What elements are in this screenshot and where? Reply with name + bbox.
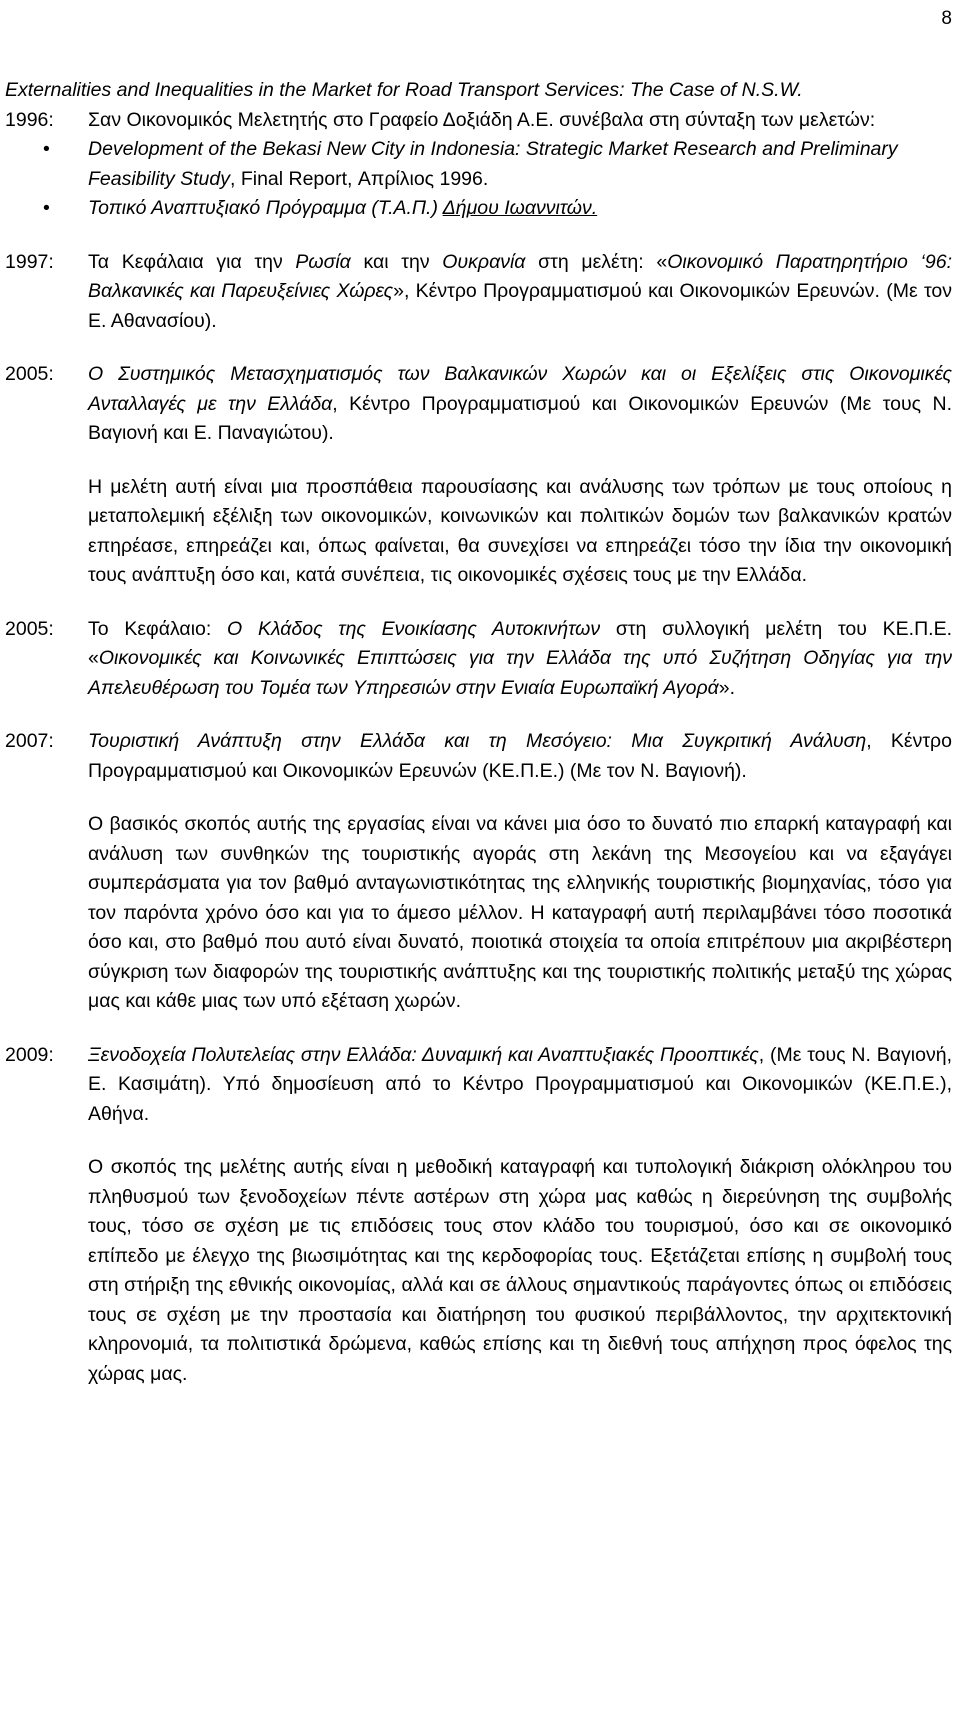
entry-content	[88, 360, 952, 449]
entry-2005-b	[5, 615, 952, 704]
entry-year: 2005:	[5, 617, 54, 640]
entry-2007	[5, 727, 952, 786]
entry-year: 2005:	[5, 363, 54, 385]
italic-run: Τουριστική Ανάπτυξη στην Ελλάδα και τη Μεσόγειο: Μια Συγκριτική Ανάλυση	[88, 730, 867, 752]
text-run: , Κέντρο Προγραμματισμού και Οικονομικών Ερευνών (Με τους Ν. Βαγιονή και Ε. Παναγιώτου).	[88, 392, 952, 444]
entry-line: Σαν Οικονομικός Μελετητής στο Γραφείο Δοξιάδη Α.Ε. συνέβαλα στη σύνταξη των μελετών:	[88, 108, 876, 131]
text-run: και την	[350, 250, 443, 273]
study-list	[88, 135, 952, 224]
entry-year: 2009:	[5, 1043, 54, 1066]
entry-content	[88, 1041, 952, 1130]
text-run: ».	[718, 676, 736, 699]
entry-content	[88, 727, 952, 786]
italic-run: Οικονομικό Παρατηρητήριο ‘96: Βαλκανικές και Παρευξείνιες Χώρες	[88, 250, 952, 302]
study-title-underlined	[443, 197, 598, 219]
text-run: Τα Κεφάλαια για την	[88, 250, 296, 273]
entry-content	[88, 248, 952, 337]
entry-1996	[5, 106, 952, 224]
entry-2009	[5, 1041, 952, 1130]
italic-run: Ξενοδοχεία Πολυτελείας στην Ελλάδα: Δυναμική και Αναπτυξιακές Προοπτικές	[88, 1043, 759, 1066]
entry-2005-a	[5, 360, 952, 449]
entry-content	[88, 615, 952, 704]
italic-run: Ο Κλάδος της Ενοικίασης Αυτοκινήτων	[227, 617, 601, 640]
entry-1997	[5, 248, 952, 337]
text-run: στη μελέτη: «	[525, 250, 668, 273]
text-run: , (Με τους Ν. Βαγιονή, Ε. Κασιμάτη). Υπό δημοσίευση από το Κέντρο Προγραμματισμού και Οικονομικών (ΚΕ.Π.Ε.), Αθήνα.	[88, 1043, 953, 1125]
italic-run: Ουκρανία	[442, 250, 526, 273]
intro-title	[5, 76, 952, 106]
entry-content	[88, 106, 952, 224]
study-title-underlined-text: Δήμου Ιωαννιτών.	[442, 197, 598, 219]
description-paragraph: Ο σκοπός της μελέτης αυτής είναι η μεθοδική καταγραφή και τυπολογική διάκριση ολόκληρου του πληθυσμού των ξενοδοχείων πέντε αστέρων στη χώρα μας καθώς η διερεύνηση της συμβολής τους, τόσο σε σχέση με τις επιδόσεις τους στον κλάδο του τουρισμού, όσο και σε οικονομικό επίπεδο με έλεγχο της βιωσιμότητας και της κερδοφορίας τους. Εξετάζεται επίσης η συμβολή τους στη στήριξη της εθνικής οικονομίας, αλλά και σε άλλους σημαντικούς παράγοντες όπως οι επιδόσεις τους σε σχέση με την προστασία και διατήρηση του φυσικού περιβάλλοντος, την αρχιτεκτονική κληρονομιά, τα πολιτιστικά δρώμενα, καθώς επίσης και τη διεθνή τους απήχηση προς όφελος της χώρας μας.	[88, 1156, 952, 1385]
italic-run: Ρωσία	[295, 250, 351, 273]
description-paragraph: Η μελέτη αυτή είναι μια προσπάθεια παρουσίασης και ανάλυσης των τρόπων με τους οποίους η μεταπολεμική εξέλιξη των οικονομικών, κοινωνικών και πολιτικών δομών των βαλκανικών κρατών επηρέασε, επηρεάζει και, όπως φαίνεται, θα συνεχίσει να επηρεάζει τόσο την ίδια την οικονομική τους ανάπτυξη όσο και, κατά συνέπεια, τις οικονομικές σχέσεις τους με την Ελλάδα.	[88, 475, 952, 586]
study-title: Development of the Bekasi New City in Indonesia: Strategic Market Research and Preliminary Feasibility Study	[88, 138, 898, 190]
description-paragraph: Ο βασικός σκοπός αυτής της εργασίας είναι να κάνει μια όσο το δυνατό πιο επαρκή καταγραφή και ανάλυση των συνθηκών της τουριστικής αγοράς στη λεκάνη της Μεσογείου και να εξαγάγει συμπεράσματα για τον βαθμό ανταγωνιστικότητας της ελληνικής τουριστικής βιομηχανίας, τόσο για τον παρόντα χρόνο όσο και για το άμεσο μέλλον. Η καταγραφή αυτή περιλαμβάνει τόσο ποσοτικά όσο και, στο βαθμό που αυτό είναι δυνατό, ποιοτικά στοιχεία τα οποία επιτρέπουν μια ακριβέστερη σύγκριση των διαφορών της τουριστικής ανάπτυξης και της τουριστικής πολιτικής μεταξύ της χώρας μας και κάθε μιας των υπό εξέταση χωρών.	[88, 813, 952, 1012]
page-number: 8	[941, 8, 952, 29]
study-title: Τοπικό Αναπτυξιακό Πρόγραμμα (Τ.Α.Π.)	[88, 197, 443, 219]
entry-year: 2007:	[5, 730, 54, 752]
text-run: , Κέντρο Προγραμματισμού και Οικονομικών Ερευνών (ΚΕ.Π.Ε.) (Με τον Ν. Βαγιονή).	[88, 730, 952, 782]
document-body	[5, 76, 952, 1413]
text-run: στη συλλογική μελέτη του ΚΕ.Π.Ε. «	[88, 617, 952, 669]
entry-year: 1996:	[5, 108, 54, 131]
text-run: Το Κεφάλαιο:	[88, 617, 228, 640]
entry-year: 1997:	[5, 250, 54, 273]
italic-run: Οικονομικές και Κοινωνικές Επιπτώσεις για την Ελλάδα της υπό Συζήτηση Οδηγίας για την Απελευθέρωση του Τομέα των Υπηρεσιών στην Ενιαία Ευρωπαϊκή Αγορά	[88, 647, 952, 699]
italic-run: Ο Συστημικός Μετασχηματισμός των Βαλκανικών Χωρών και οι Εξελίξεις στις Οικονομικές Ανταλλαγές με την Ελλάδα	[88, 363, 952, 415]
study-details: , Final Report, Απρίλιος 1996.	[229, 167, 489, 190]
list-item	[88, 194, 952, 224]
text-run: », Κέντρο Προγραμματισμού και Οικονομικών Ερευνών. (Με τον Ε. Αθανασίου).	[88, 280, 952, 332]
intro-title-text: Externalities and Inequalities in the Market for Road Transport Services: The Case of N.S.W.	[5, 79, 803, 101]
list-item	[88, 135, 952, 194]
